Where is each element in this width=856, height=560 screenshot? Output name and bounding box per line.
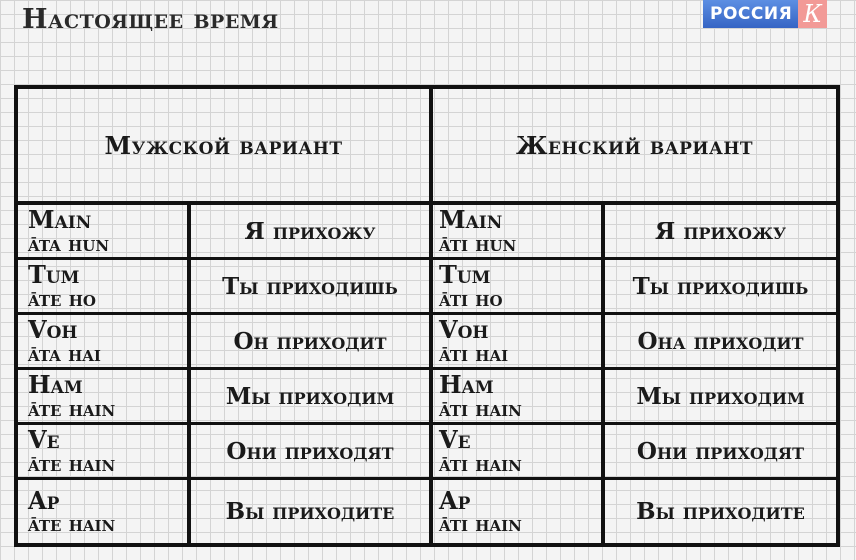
hindi-verb: āte hain <box>28 450 116 476</box>
hindi-pronoun: Voh <box>28 315 78 345</box>
masculine-header: Мужской вариант <box>18 89 429 205</box>
table-row <box>18 425 429 480</box>
hindi-pronoun: Ham <box>28 370 83 400</box>
hindi-pronoun: Ap <box>439 485 471 515</box>
hindi-verb: āti hai <box>439 340 509 366</box>
table-row <box>433 480 836 543</box>
table-row <box>18 370 429 425</box>
hindi-cell <box>433 260 605 312</box>
russian-cell: Ты приходишь <box>222 272 398 300</box>
feminine-column <box>433 89 836 543</box>
russian-cell: Вы приходите <box>225 498 395 525</box>
masculine-column <box>18 89 433 543</box>
table-row <box>18 480 429 543</box>
hindi-pronoun: Ham <box>439 370 494 400</box>
hindi-pronoun: Tum <box>439 260 491 290</box>
hindi-verb: āte hain <box>28 395 116 421</box>
hindi-verb: āti ho <box>439 285 503 311</box>
russian-cell: Она приходит <box>637 327 804 355</box>
russian-cell: Мы приходим <box>636 382 805 410</box>
russian-cell: Они приходят <box>636 437 805 465</box>
hindi-cell <box>433 480 605 543</box>
hindi-cell <box>18 370 191 422</box>
hindi-cell <box>433 425 605 477</box>
hindi-verb: āti hun <box>439 230 517 256</box>
hindi-pronoun: Ve <box>28 425 60 455</box>
hindi-pronoun: Main <box>28 205 92 235</box>
hindi-cell <box>18 425 191 477</box>
hindi-cell <box>18 315 191 367</box>
hindi-cell <box>18 260 191 312</box>
hindi-verb: āte hain <box>28 511 116 537</box>
page-title: Настоящее время <box>22 4 279 35</box>
logo-text: РОССИЯ <box>703 0 798 28</box>
hindi-cell <box>18 205 191 257</box>
russian-cell: Он приходит <box>233 327 387 355</box>
hindi-verb: āta hai <box>28 340 101 366</box>
hindi-verb: āte ho <box>28 285 96 311</box>
hindi-pronoun: Tum <box>28 260 80 290</box>
hindi-pronoun: Main <box>439 205 503 235</box>
hindi-cell <box>433 205 605 257</box>
table-row <box>433 370 836 425</box>
table-row <box>433 315 836 370</box>
russian-cell: Они приходят <box>226 437 394 465</box>
hindi-cell <box>18 480 191 543</box>
hindi-verb: āta hun <box>28 230 110 256</box>
feminine-header: Женский вариант <box>433 89 836 205</box>
hindi-pronoun: Ap <box>28 485 60 515</box>
channel-logo <box>703 0 827 28</box>
table-row <box>18 205 429 260</box>
table-row <box>18 315 429 370</box>
table-row <box>433 425 836 480</box>
table-row <box>433 260 836 315</box>
hindi-pronoun: Voh <box>439 315 489 345</box>
hindi-cell <box>433 370 605 422</box>
russian-cell: Вы приходите <box>636 498 805 525</box>
logo-k-icon: К <box>798 0 827 28</box>
russian-cell: Я прихожу <box>244 217 376 245</box>
russian-cell: Я прихожу <box>655 217 786 245</box>
conjugation-table <box>14 85 840 547</box>
table-row <box>18 260 429 315</box>
russian-cell: Мы приходим <box>225 382 395 410</box>
hindi-verb: āti hain <box>439 395 522 421</box>
hindi-verb: āti hain <box>439 511 522 537</box>
hindi-verb: āti hain <box>439 450 522 476</box>
table-row <box>433 205 836 260</box>
russian-cell: Ты приходишь <box>632 272 809 300</box>
hindi-cell <box>433 315 605 367</box>
hindi-pronoun: Ve <box>439 425 471 455</box>
